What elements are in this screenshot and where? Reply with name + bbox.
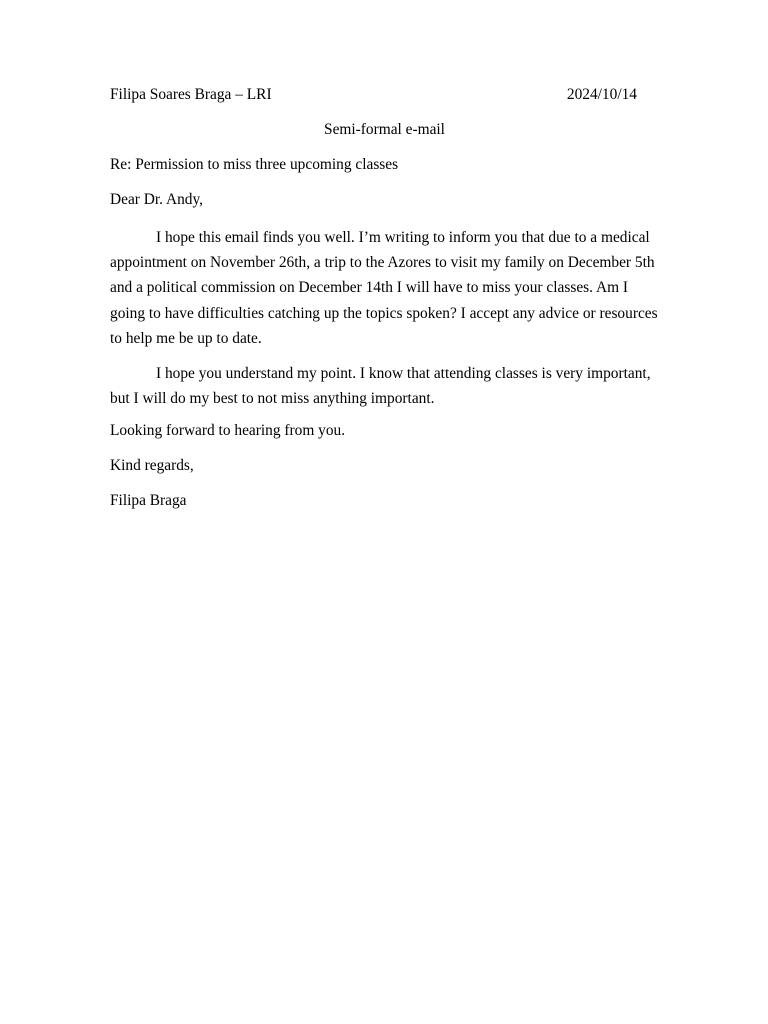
document-header	[110, 85, 658, 105]
body-paragraph-1: I hope this email finds you well. I’m writing to inform you that due to a medical appointment on November 26th, a trip to the Azores to visit my family on December 5th and a political commission on December 14th I will have to miss your classes. Am I going to have difficulties catching up the topics spoken? I accept any advice or resources to help me be up to date.	[110, 229, 658, 347]
sign-off: Kind regards,	[110, 457, 194, 475]
email-subject: Re: Permission to miss three upcoming classes	[110, 156, 399, 173]
document-date: 2024/10/14	[566, 86, 637, 103]
document-title: Semi-formal e-mail	[324, 121, 445, 138]
body-paragraph-2: I hope you understand my point. I know that attending classes is very important, but I will do my best to not miss anything important.	[110, 365, 651, 408]
author-line: Filipa Soares Braga – LRI	[110, 86, 272, 103]
closing-line: Looking forward to hearing from you.	[110, 422, 346, 440]
salutation: Dear Dr. Andy,	[110, 191, 204, 208]
signature: Filipa Braga	[110, 492, 187, 510]
